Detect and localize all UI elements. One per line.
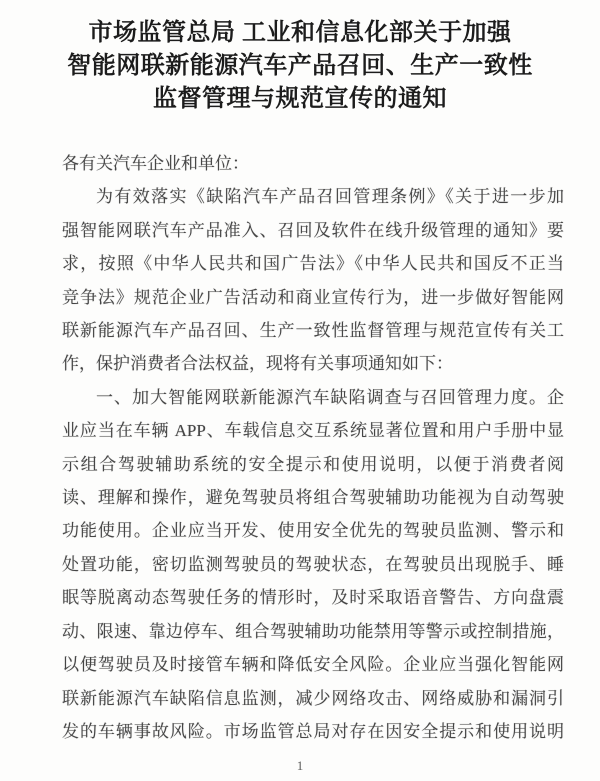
body-line: 一、加大智能网联新能源汽车缺陷调查与召回管理力度。企 [96,387,564,407]
title-line-1: 市场监管总局 工业和信息化部关于加强 [88,20,512,46]
body-line: 为有效落实《缺陷汽车产品召回管理条例》《关于进一步加 [96,187,564,207]
body-line: 示组合驾驶辅助系统的安全提示和使用说明，以便于消费者阅 [62,454,564,474]
body-line: 联新能源汽车缺陷信息监测，减少网络攻击、网络威胁和漏洞引 [62,688,564,708]
document-body [62,147,564,748]
body-line: 联新能源汽车产品召回、生产一致性监督管理与规范宣传有关工 [62,321,564,341]
body-line: 求，按照《中华人民共和国广告法》《中华人民共和国反不正当 [62,254,564,274]
body-line: 作，保护消费者合法权益，现将有关事项通知如下： [62,354,453,374]
body-line: 读、理解和操作，避免驾驶员将组合驾驶辅助功能视为自动驾驶 [62,488,564,508]
document-title [0,17,600,116]
body-line: 眠等脱离动态驾驶任务的情形时，及时采取语音警告、方向盘震 [62,588,564,608]
body-line: 发的车辆事故风险。市场监管总局对存在因安全提示和使用说明 [62,721,564,741]
page-number: 1 [296,758,304,773]
body-line: 以便驾驶员及时接管车辆和降低安全风险。企业应当强化智能网 [62,655,564,675]
body-line: 动、限速、靠边停车、组合驾驶辅助功能禁用等警示或控制措施， [62,621,564,641]
title-line-3: 监督管理与规范宣传的通知 [153,86,447,112]
body-line: 竞争法》规范企业广告活动和商业宣传行为，进一步做好智能网 [62,287,564,307]
body-line: 强智能网联汽车产品准入、召回及软件在线升级管理的通知》要 [62,220,564,240]
body-line: 功能使用。企业应当开发、使用安全优先的驾驶员监测、警示和 [62,521,564,541]
body-line: 各有关汽车企业和单位： [62,154,249,173]
title-line-2: 智能网联新能源汽车产品召回、生产一致性 [67,53,533,79]
body-line: 业应当在车辆 APP、车载信息交互系统显著位置和用户手册中显 [62,421,564,441]
body-line: 处置功能，密切监测驾驶员的驾驶状态，在驾驶员出现脱手、睡 [62,554,564,574]
